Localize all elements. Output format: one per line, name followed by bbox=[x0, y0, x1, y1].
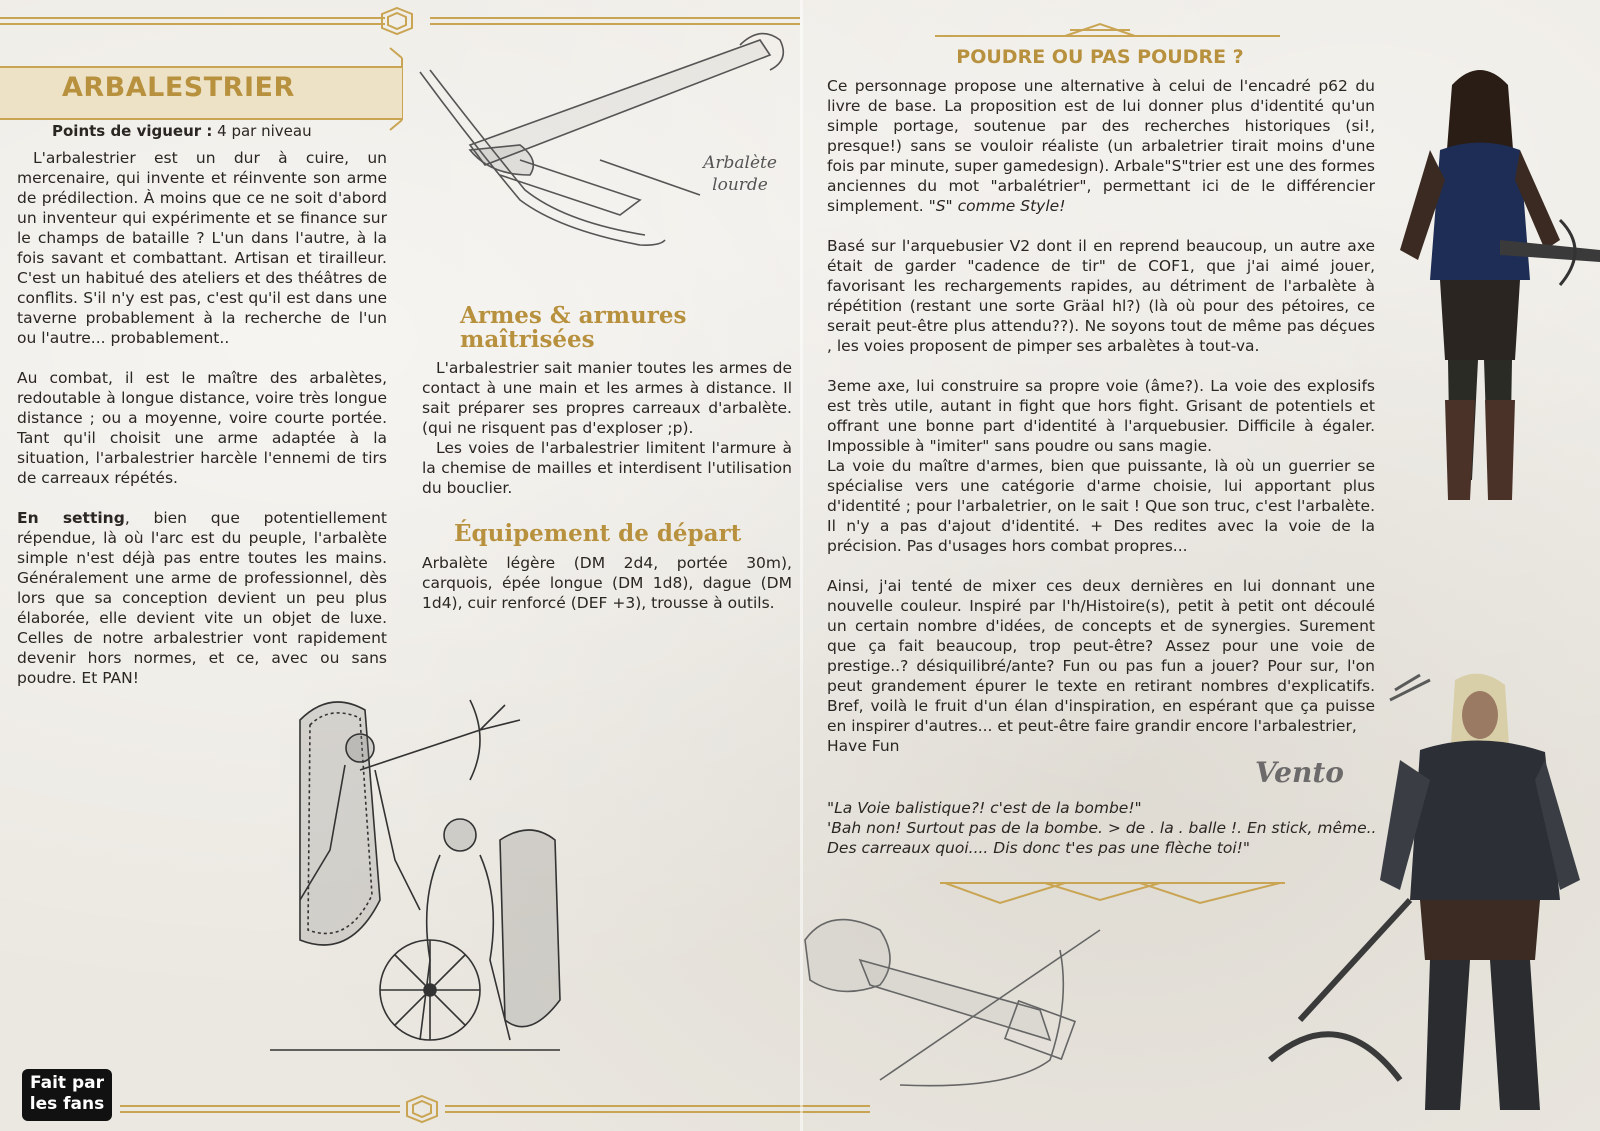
sidebar-text-column bbox=[827, 76, 1375, 756]
weapons-heading-line1: Armes & armures bbox=[460, 302, 687, 329]
top-border-ornament-left bbox=[0, 8, 800, 34]
combat-paragraph: Au combat, il est le maître des arbalètes, redoutable à longue distance, voire très longue distance ; ou a moyenne, voire courte portée. Tant qu'il choisit une arme adaptée à la situation, l'arbalestrier harcèle l'ennemi de tirs de carreaux répétés. bbox=[17, 369, 387, 487]
crossbow-caption-line1: Arbalète bbox=[703, 153, 777, 173]
author-signature: Vento bbox=[1255, 756, 1344, 789]
vigor-label: Points de vigueur : bbox=[52, 122, 213, 140]
quote-line-3: Des carreaux quoi.... Dis donc t'es pas une flèche toi!" bbox=[827, 839, 1251, 857]
female-crossbowman-portrait bbox=[1400, 70, 1600, 500]
sidebar-paragraph-3: 3eme axe, lui construire sa propre voie (âme?). La voie des explosifs est très utile, autant in fight que hors fight. Grisant de potentiels et offrant une bonne part d'identité à l'arquebusier. Difficile à égaler. Impossible à "imiter" sans poudre ou sans magie. bbox=[827, 377, 1375, 455]
crossbowmen-woodcut-illustration bbox=[270, 700, 560, 1050]
vigor-value: 4 par niveau bbox=[212, 122, 312, 140]
quote-line-2: 'Bah non! Surtout pas de la bombe. > de . la . balle !. En stick, même.. bbox=[827, 819, 1377, 837]
sidebar-box-title: POUDRE OU PAS POUDRE ? bbox=[956, 46, 1244, 68]
setting-lead: En setting bbox=[17, 509, 125, 527]
heavy-crossbow-illustration bbox=[420, 34, 783, 246]
equipment-heading: Équipement de départ bbox=[454, 520, 742, 547]
intro-paragraph: L'arbalestrier est un dur à cuire, un mercenaire, qui invente et réinvente son arme de prédilection. À moins que ce ne soit d'abord un inventeur qui expérimente et se finance sur le champs de bataille ? L'un dans l'autre, à la fois savant et combattant. Artisan et tirailleur. C'est un habitué des ateliers et des théâtres de conflits. S'il n'y est pas, c'est qu'il est dans une taverne probablement à la recherche de l'un ou l'autre... probablement.. bbox=[17, 149, 387, 347]
sidebar-have-fun: Have Fun bbox=[827, 737, 900, 755]
box-top-ornament bbox=[935, 24, 1280, 36]
bottom-border-ornament bbox=[120, 1096, 870, 1122]
box-bottom-ornament bbox=[940, 883, 1285, 903]
setting-text: , bien que potentiellement répendue, là où l'arc est du peuple, l'arbalète simple n'est déjà pas entre toutes les mains. Généralement une arme de professionnel, dès lors que sa conception devient un peu plus élaborée, elle devient vite un objet de luxe. Celles de notre arbalestrier vont rapidement devenir hors normes, et ce, avec ou sans poudre. Et PAN! bbox=[17, 509, 387, 687]
sidebar-paragraph-2: Basé sur l'arquebusier V2 dont il en reprend beaucoup, un autre axe était de garder "cadence de tir" de COF1, que j'ai aimé jouer, favorisant les rechargements rapides, au détriment de l'arbalète à répétition (restant une sorte Gräal hl?) (là où pour des pétoires, ce serait peut-être plus attendu??). Ne soyons tout de même pas déçues , les voies proposent de pimper ses arbalètes à tout-va. bbox=[827, 237, 1375, 355]
equipment-text-block bbox=[422, 553, 792, 613]
sidebar-p1-italic: "S" comme Style! bbox=[928, 197, 1066, 215]
equipment-paragraph: Arbalète légère (DM 2d4, portée 30m), carquois, épée longue (DM 1d8), dague (DM 1d4), cuir renforcé (DEF +3), trousse à outils. bbox=[422, 554, 792, 612]
class-title: ARBALESTRIER bbox=[62, 72, 295, 103]
crossbow-caption bbox=[690, 152, 790, 196]
weapons-heading-line2: maîtrisées bbox=[460, 326, 595, 353]
sidebar-p1-text: Ce personnage propose une alternative à celui de l'encadré p62 du livre de base. La proposition est de lui donner plus d'identité qu'un simple portage, soutenue par des recherches historiques (si!, presque!) sans se vouloir réaliste (un arbaletrier tirait moins d'une fois par minute, super gamedesign). Arbale"S"trier est une des formes anciennes du mot "arbalétrier", permettant ici de le différencier simplement. bbox=[827, 77, 1375, 215]
logo-line2: les fans bbox=[29, 1094, 105, 1114]
weapons-heading bbox=[460, 304, 686, 352]
weapons-paragraph-1: L'arbalestrier sait manier toutes les armes de contact à une main et les armes à distance. Il sait préparer ses propres carreaux d'arbalète. (qui ne risquent pas d'exploser ;p). bbox=[422, 359, 792, 437]
sidebar-paragraph-1 bbox=[827, 76, 1375, 216]
page-seam bbox=[800, 0, 803, 1131]
fan-made-logo bbox=[22, 1069, 112, 1121]
light-crossbow-illustration bbox=[805, 920, 1100, 1086]
sidebar-paragraph-4: La voie du maître d'armes, bien que puissante, là où un guerrier se spécialise vers une catégorie d'arme choisie, lui apportant plus d'identité ; pour l'arbaletrier, on le sait ! Que son truc, c'est l'arbalète. Il n'y a pas d'ajout d'identité. + Des redites avec la voie de la précision. Pas d'usages hors combat propres... bbox=[827, 457, 1375, 555]
quote-line-1: "La Voie balistique?! c'est de la bombe!" bbox=[827, 799, 1142, 817]
quote-block bbox=[827, 798, 1387, 858]
left-text-column bbox=[17, 148, 387, 688]
weapons-paragraph-2: Les voies de l'arbalestrier limitent l'armure à la chemise de mailles et interdisent l'utilisation du bouclier. bbox=[422, 439, 792, 497]
setting-paragraph bbox=[17, 508, 387, 688]
crossbow-caption-line2: lourde bbox=[712, 175, 768, 195]
weapons-text bbox=[422, 358, 792, 498]
vigor-line bbox=[52, 122, 312, 140]
logo-line1: Fait par bbox=[30, 1073, 104, 1093]
sidebar-paragraph-5: Ainsi, j'ai tenté de mixer ces deux dernières en lui donnant une nouvelle couleur. Inspiré par l'h/Histoire(s), petit à petit ont découlé un certain nombre d'idées, de concepts et de synergies. Surement que ça fait beaucoup, trop peut-être? Assez pour une voie de prestige..? désiquilibré/ante? Fun ou pas fun a jouer? Pour sur, l'on peut grandement épurer le texte en retirant nombres d'explicatifs. Bref, voilà le fruit d'un élan d'inspiration, en espérant que ça puisse en inspirer d'autres... et peut-être faire grandir encore l'arbalestrier, bbox=[827, 577, 1375, 735]
